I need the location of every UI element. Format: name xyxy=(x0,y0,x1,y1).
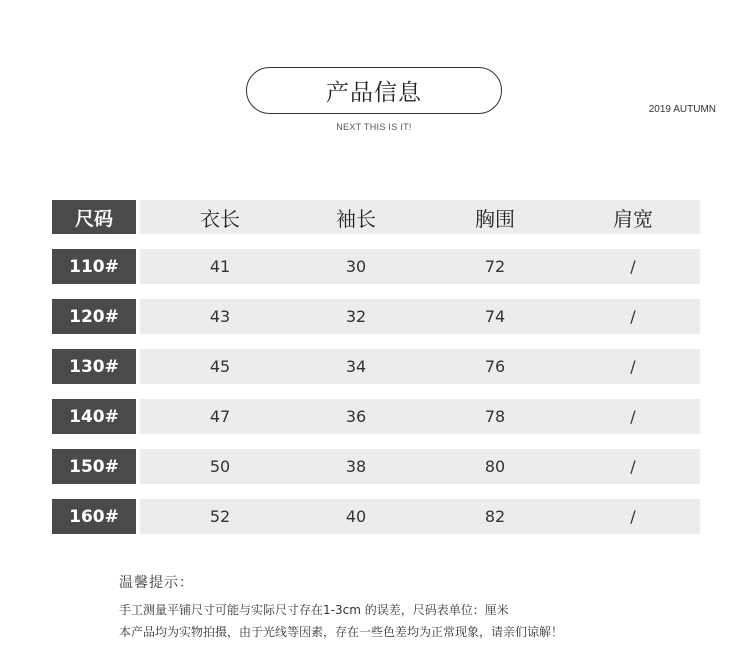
sleeve-cell: 38 xyxy=(345,457,367,476)
size-label: 120# xyxy=(52,299,136,334)
table-row xyxy=(52,399,700,434)
column-header-length: 衣长 xyxy=(200,206,240,231)
length-cell: 41 xyxy=(209,257,231,276)
chest-cell: 72 xyxy=(484,257,506,276)
table-row xyxy=(52,449,700,484)
size-label: 150# xyxy=(52,449,136,484)
tips-line: 手工测量平铺尺寸可能与实际尺寸存在1-3cm 的误差，尺码表单位：厘米 xyxy=(119,603,509,617)
shoulder-cell: / xyxy=(630,307,636,326)
length-cell: 45 xyxy=(209,357,231,376)
page-subtitle: NEXT THIS IS IT! xyxy=(336,122,412,132)
sleeve-cell: 32 xyxy=(345,307,367,326)
column-header-chest: 胸围 xyxy=(475,206,515,231)
table-row xyxy=(52,299,700,334)
size-label: 130# xyxy=(52,349,136,384)
sleeve-cell: 36 xyxy=(345,407,367,426)
column-header-sleeve: 袖长 xyxy=(336,206,376,231)
table-row xyxy=(52,249,700,284)
length-cell: 43 xyxy=(209,307,231,326)
shoulder-cell: / xyxy=(630,407,636,426)
table-row xyxy=(52,499,700,534)
sleeve-cell: 30 xyxy=(345,257,367,276)
season-label: 2019 AUTUMN xyxy=(648,104,716,115)
table-header-row xyxy=(52,200,700,234)
size-label: 160# xyxy=(52,499,136,534)
chest-cell: 82 xyxy=(484,507,506,526)
column-header-shoulder: 肩宽 xyxy=(613,206,653,231)
size-label: 110# xyxy=(52,249,136,284)
sleeve-cell: 34 xyxy=(345,357,367,376)
length-cell: 52 xyxy=(209,507,231,526)
shoulder-cell: / xyxy=(630,507,636,526)
length-cell: 47 xyxy=(209,407,231,426)
shoulder-cell: / xyxy=(630,257,636,276)
length-cell: 50 xyxy=(209,457,231,476)
shoulder-cell: / xyxy=(630,357,636,376)
tips-line: 本产品均为实物拍摄，由于光线等因素，存在一些色差均为正常现象，请亲们谅解！ xyxy=(119,625,564,639)
tips-title: 温馨提示： xyxy=(119,575,194,591)
chest-cell: 80 xyxy=(484,457,506,476)
chest-cell: 76 xyxy=(484,357,506,376)
chest-cell: 74 xyxy=(484,307,506,326)
size-label: 140# xyxy=(52,399,136,434)
tips-section xyxy=(119,572,719,643)
page-title: 产品信息 xyxy=(246,67,502,114)
sleeve-cell: 40 xyxy=(345,507,367,526)
size-table xyxy=(52,200,700,549)
shoulder-cell: / xyxy=(630,457,636,476)
column-header-size: 尺码 xyxy=(52,200,136,234)
chest-cell: 78 xyxy=(484,407,506,426)
table-row xyxy=(52,349,700,384)
